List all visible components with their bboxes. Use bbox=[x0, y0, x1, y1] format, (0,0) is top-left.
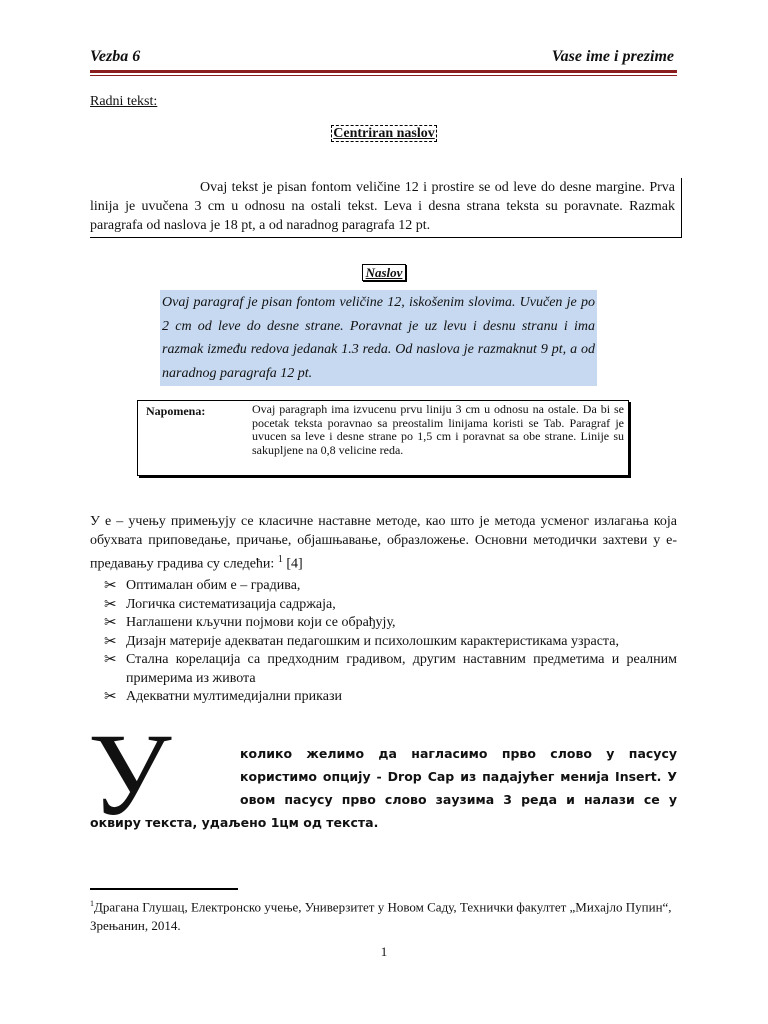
paragraph-methods bbox=[90, 512, 677, 574]
scissors-icon: ✂ bbox=[104, 689, 117, 705]
list-item bbox=[90, 577, 677, 596]
drop-cap-paragraph bbox=[90, 742, 677, 834]
footnote-text: Драгана Глушац, Електронско учење, Универзитет у Новом Саду, Технички факултет „Михајло Пупин“, Зрењанин, 2014. bbox=[90, 899, 672, 934]
paragraph-methods-text: У е – учењу примењују се класичне наставне методе, као што је метода усменог излагања која обухвата приповедање, причање, објашњавање, образложење. Основни методички захтеви у е-предавању градива су следећи: bbox=[90, 514, 677, 572]
section1-title: Centriran naslov bbox=[333, 126, 435, 141]
header-title-left: Vezba 6 bbox=[90, 48, 141, 65]
scissors-icon: ✂ bbox=[104, 633, 117, 650]
section1-paragraph-text: Ovaj tekst je pisan fontom veličine 12 i prostire se od leve do desne margine. Prva linija je uvučena 3 cm u odnosu na ostali tekst. Leva i desna strana teksta su poravnate. Razmak paragrafa od naslova je 18 pt, a od naradnog paragrafa 12 pt. bbox=[90, 180, 675, 233]
section2-paragraph: Ovaj paragraf je pisan fontom veličine 12, iskošenim slovima. Uvučen je po 2 cm od leve do desne strane. Poravnat je uz levu i desnu stranu i ima razmak između redova jedanak 1.3 reda. Od naslova je razmaknut 9 pt, a od naradnog paragrafa 12 pt. bbox=[160, 290, 597, 386]
footnote-ref: 1 bbox=[277, 554, 283, 565]
header-rule-thick bbox=[90, 70, 677, 73]
list-item-text: Адекватни мултимедијални прикази bbox=[126, 689, 342, 704]
list-item bbox=[90, 688, 677, 707]
header-title-right: Vase ime i prezime bbox=[551, 48, 674, 65]
note-text: Ovaj paragraph ima izvucenu prvu liniju 3 cm u odnosu na ostale. Da bi se pocetak teksta poravnao sa preostalim linijama koristi se Tab. Paragraf je uvucen sa leve i desne strane po 1,5 cm i poravnat sa obe strane. Linije su sakupljene na 0,8 velicine reda. bbox=[252, 402, 624, 457]
scissors-icon: ✂ bbox=[104, 578, 117, 594]
scissors-icon: ✂ bbox=[104, 652, 117, 668]
citation: [4] bbox=[286, 556, 303, 572]
note-label: Napomena: bbox=[146, 404, 206, 418]
requirements-list bbox=[90, 577, 677, 707]
note-box bbox=[137, 400, 629, 476]
scissors-icon: ✂ bbox=[104, 596, 117, 613]
section1-paragraph bbox=[90, 178, 682, 238]
list-item-text: Стална корелација са предходним градивом, другим наставним предметима и реалним примерима из живота bbox=[126, 652, 677, 686]
list-item-text: Логичка систематизација садржаја, bbox=[126, 596, 336, 612]
section2-title-wrap bbox=[0, 264, 768, 282]
footnote bbox=[90, 894, 677, 935]
list-item bbox=[90, 651, 677, 688]
list-item-text: Дизајн материје адекватан педагошким и психолошким карактеристикама узраста, bbox=[126, 633, 619, 649]
page-number: 1 bbox=[380, 944, 388, 959]
section2-title: Naslov bbox=[362, 264, 407, 281]
list-item bbox=[90, 596, 677, 615]
list-item bbox=[90, 633, 677, 652]
scissors-icon: ✂ bbox=[104, 615, 117, 631]
radni-tekst-label: Radni tekst: bbox=[90, 94, 158, 109]
list-item-text: Наглашени кључни појмови који се обрађују, bbox=[126, 615, 396, 630]
list-item-text: Оптималан обим е – градива, bbox=[126, 578, 301, 593]
list-item bbox=[90, 614, 677, 633]
header-rule-thin bbox=[90, 75, 677, 76]
drop-cap-letter: У bbox=[88, 709, 172, 840]
footnote-separator bbox=[90, 888, 238, 890]
footnote-number: 1 bbox=[90, 899, 94, 908]
section1-title-wrap bbox=[0, 124, 768, 142]
drop-cap-space bbox=[90, 742, 240, 808]
drop-cap-paragraph-text: колико желимо да нагласимо прво слово у пасусу користимо опцију - Drop Cap из падајућег менија Insert. У овом пасусу прво слово заузима 3 реда и налази се у оквиру текста, удаљено 1цм од текста. bbox=[90, 746, 677, 830]
